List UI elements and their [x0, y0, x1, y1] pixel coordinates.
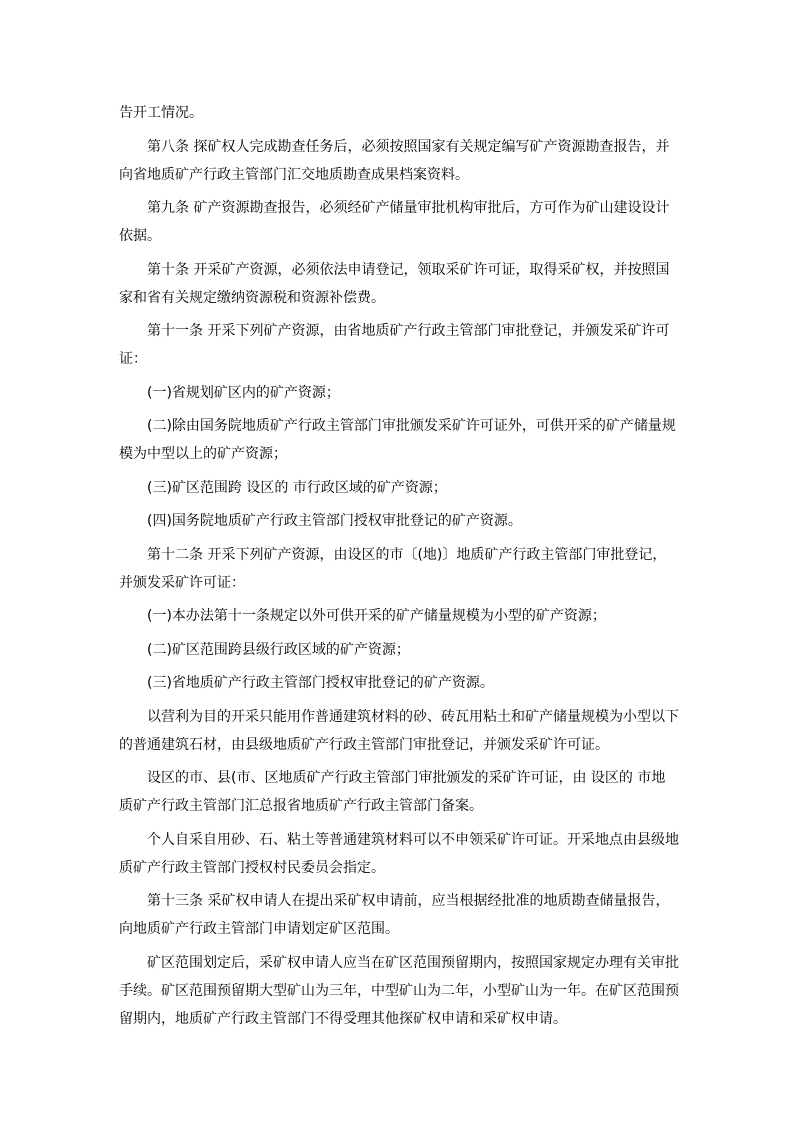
text-line: 第八条 探矿权人完成勘查任务后，必须按照国家有关规定编写矿产资源勘查报告，并: [147, 138, 670, 155]
text-line: 质矿产行政主管部门汇总报省地质矿产行政主管部门备案。: [119, 798, 483, 814]
paragraph: [119, 669, 679, 697]
text-line: 向省地质矿产行政主管部门汇交地质勘查成果档案资料。: [119, 166, 469, 183]
text-line: 设区的市、县(市、区地质矿产行政主管部门审批颁发的采矿许可证，由 设区的 市地: [147, 770, 666, 786]
text-line: (二)除由国务院地质矿产行政主管部门审批颁发采矿许可证外，可供开采的矿产储量规: [147, 418, 676, 434]
text-line: 家和省有关规定缴纳资源税和资源补偿费。: [119, 289, 385, 306]
text-line: 以营利为目的开采只能用作普通建筑材料的砂、砖瓦用粘土和矿产储量规模为小型以下: [147, 708, 679, 725]
paragraph: [119, 826, 679, 882]
paragraph: [119, 194, 679, 250]
text-line: (三)省地质矿产行政主管部门授权审批登记的矿产资源。: [147, 675, 494, 691]
document-page: [119, 99, 679, 1033]
paragraph: [119, 379, 679, 407]
paragraph: [119, 602, 679, 630]
paragraph: [119, 412, 679, 468]
text-line: (三)矿区范围跨 设区的 市行政区域的矿产资源；: [147, 479, 447, 496]
text-line: (二)矿区范围跨县级行政区域的矿产资源；: [147, 641, 410, 658]
text-line: (一)省规划矿区内的矿产资源；: [147, 384, 340, 401]
text-line: 第十一条 开采下列矿产资源，由省地质矿产行政主管部门审批登记，并颁发采矿许可: [147, 323, 670, 339]
paragraph: [119, 507, 679, 535]
text-line: (一)本办法第十一条规定以外可供开采的矿产储量规模为小型的矿产资源；: [147, 608, 606, 624]
paragraph: [119, 317, 679, 373]
text-line: 个人自采自用砂、石、粘土等普通建筑材料可以不申领采矿许可证。开采地点由县级地: [147, 831, 679, 848]
text-line: 留期内，地质矿产行政主管部门不得受理其他探矿权申请和采矿权申请。: [119, 1010, 567, 1027]
paragraph: [119, 133, 679, 189]
paragraph: [119, 887, 679, 943]
text-line: 质矿产行政主管部门授权村民委员会指定。: [119, 859, 385, 876]
text-line: 第九条 矿产资源勘查报告，必须经矿产储量审批机构审批后，方可作为矿山建设设计: [147, 200, 670, 216]
paragraph: [119, 474, 679, 502]
text-line: 并颁发采矿许可证：: [119, 574, 245, 591]
text-line: 的普通建筑石材，由县级地质矿产行政主管部门审批登记，并颁发采矿许可证。: [119, 736, 609, 753]
text-line: 向地质矿产行政主管部门申请划定矿区范围。: [119, 921, 399, 937]
text-line: 证：: [119, 351, 147, 367]
paragraph: [119, 949, 679, 1033]
text-line: 依据。: [119, 228, 161, 244]
text-line: 第十二条 开采下列矿产资源，由设区的市〔(地)〕地质矿产行政主管部门审批登记，: [147, 546, 667, 563]
paragraph: [119, 541, 679, 597]
paragraph: [119, 99, 679, 127]
paragraph: [119, 764, 679, 820]
paragraph: [119, 636, 679, 664]
paragraph: [119, 256, 679, 312]
text-line: (四)国务院地质矿产行政主管部门授权审批登记的矿产资源。: [147, 513, 522, 529]
text-line: 第十三条 采矿权申请人在提出采矿权申请前，应当根据经批准的地质勘查储量报告，: [147, 893, 670, 909]
text-line: 告开工情况。: [119, 105, 203, 121]
text-line: 模为中型以上的矿产资源；: [119, 446, 287, 462]
text-line: 手续。矿区范围预留期大型矿山为三年，中型矿山为二年，小型矿山为一年。在矿区范围预: [119, 982, 679, 999]
text-line: 第十条 开采矿产资源，必须依法申请登记，领取采矿许可证，取得采矿权，并按照国: [147, 261, 670, 278]
paragraph: [119, 703, 679, 759]
text-line: 矿区范围划定后，采矿权申请人应当在矿区范围预留期内，按照国家规定办理有关审批: [147, 954, 679, 971]
